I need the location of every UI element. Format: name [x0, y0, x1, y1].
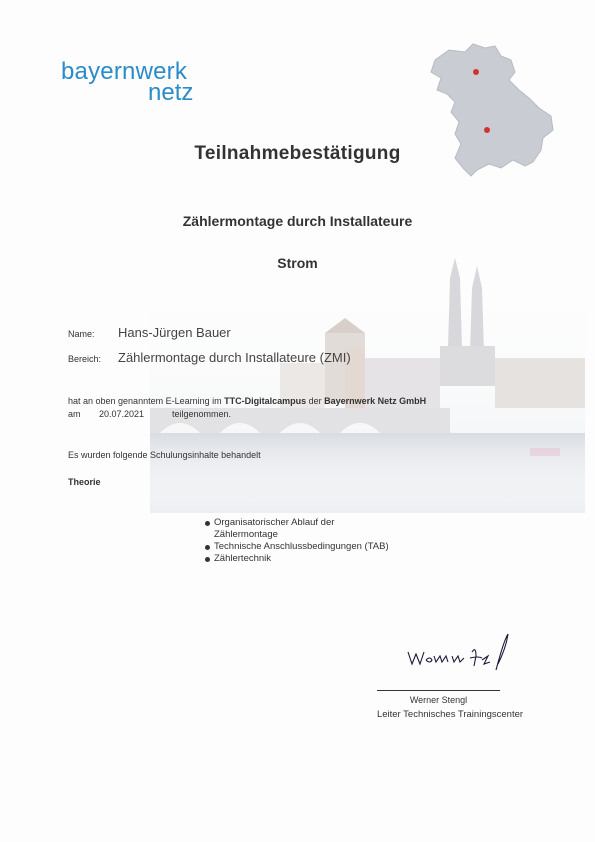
- list-item-text: Technische Anschlussbedingungen (TAB): [214, 541, 389, 552]
- participation-verb: teilgenommen.: [172, 409, 232, 419]
- date-row: [68, 409, 232, 419]
- am-label: am: [68, 409, 81, 419]
- name-row: [68, 325, 231, 340]
- course-category: Strom: [277, 255, 318, 271]
- bullet-icon: [205, 545, 210, 550]
- area-label: Bereich:: [68, 354, 102, 364]
- logo-line-1: bayernwerk: [61, 58, 188, 85]
- signature-line: [377, 690, 500, 691]
- contents-intro: Es wurden folgende Schulungsinhalte behandelt: [68, 450, 261, 460]
- statement-part-1: hat an oben genanntem E-Learning im: [68, 396, 225, 406]
- contents-section: Theorie: [68, 477, 101, 487]
- signatory-name: Werner Stengl: [409, 695, 468, 705]
- list-item-continuation: [205, 529, 389, 541]
- list-item: [205, 553, 389, 565]
- regensburg-skyline-image: [150, 258, 585, 513]
- certificate-title: Teilnahmebestätigung: [194, 143, 401, 164]
- area-row: [68, 350, 351, 365]
- handwritten-signature: [400, 630, 520, 675]
- contents-list: [205, 517, 389, 565]
- name-label: Name:: [68, 329, 95, 339]
- statement-campus: TTC-Digitalcampus: [224, 396, 307, 406]
- statement-company: Bayernwerk Netz GmbH: [324, 396, 427, 406]
- bullet-icon: [205, 521, 210, 526]
- list-item-text: Zählertechnik: [214, 553, 272, 564]
- participation-statement: [68, 396, 426, 406]
- statement-part-3: der: [306, 396, 325, 406]
- list-item-text: Zählermontage: [214, 529, 278, 540]
- bayernwerk-netz-logo: [61, 60, 193, 105]
- list-item: [205, 541, 389, 553]
- logo-line-2: netz: [148, 79, 194, 106]
- area-value: Zählermontage durch Installateure (ZMI): [118, 350, 351, 365]
- bullet-icon: [205, 557, 210, 562]
- list-item: [205, 517, 389, 529]
- signatory-role: Leiter Technisches Trainingscenter: [376, 709, 524, 720]
- participation-date: 20.07.2021: [99, 409, 145, 419]
- name-value: Hans-Jürgen Bauer: [118, 325, 231, 340]
- list-item-text: Organisatorischer Ablauf der: [214, 517, 335, 528]
- course-title: Zählermontage durch Installateure: [182, 213, 413, 229]
